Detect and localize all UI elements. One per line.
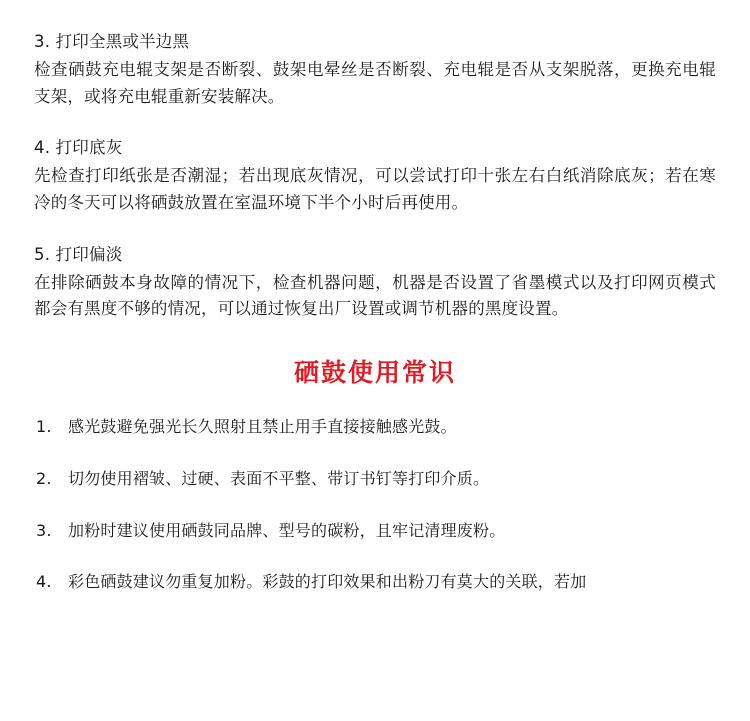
page-title: 硒鼓使用常识 xyxy=(293,358,456,388)
list-item-text: 加粉时建议使用硒鼓同品牌、型号的碳粉，且牢记清理废粉。 xyxy=(68,520,506,540)
section-black-print xyxy=(34,30,716,110)
section-background-gray xyxy=(34,136,716,216)
section-body: 在排除硒鼓本身故障的情况下，检查机器问题，机器是否设置了省墨模式以及打印网页模式都会有黑度不够的情况，可以通过恢复出厂设置或调节机器的黑度设置。 xyxy=(34,272,716,319)
list-item-number: 2. xyxy=(36,468,52,488)
section-title: 3. 打印全黑或半边黑 xyxy=(34,32,190,51)
list-item xyxy=(34,467,716,492)
section-title: 4. 打印底灰 xyxy=(34,138,123,158)
list-item xyxy=(34,570,716,595)
list-item-text: 感光鼓避免强光长久照射且禁止用手直接接触感光鼓。 xyxy=(68,417,457,437)
section-light-print xyxy=(34,243,716,323)
list-item-number: 3. xyxy=(36,520,52,540)
section-body: 检查硒鼓充电辊支架是否断裂、鼓架电晕丝是否断裂、充电辊是否从支架脱落，更换充电辊支架，或将充电辊重新安装解决。 xyxy=(34,59,716,106)
section-body: 先检查打印纸张是否潮湿；若出现底灰情况，可以尝试打印十张左右白纸消除底灰；若在寒冷的冬天可以将硒鼓放置在室温环境下半个小时后再使用。 xyxy=(34,166,716,212)
list-item-text: 切勿使用褶皱、过硬、表面不平整、带订书钉等打印介质。 xyxy=(68,468,490,488)
list-item xyxy=(34,519,716,544)
list-item-number: 1. xyxy=(36,417,52,437)
section-title: 5. 打印偏淡 xyxy=(34,244,123,264)
tips-list xyxy=(34,415,716,595)
list-item-number: 4. xyxy=(36,572,52,592)
list-item xyxy=(34,415,716,440)
list-item-text: 彩色硒鼓建议勿重复加粉。彩鼓的打印效果和出粉刀有莫大的关联，若加 xyxy=(68,572,587,592)
